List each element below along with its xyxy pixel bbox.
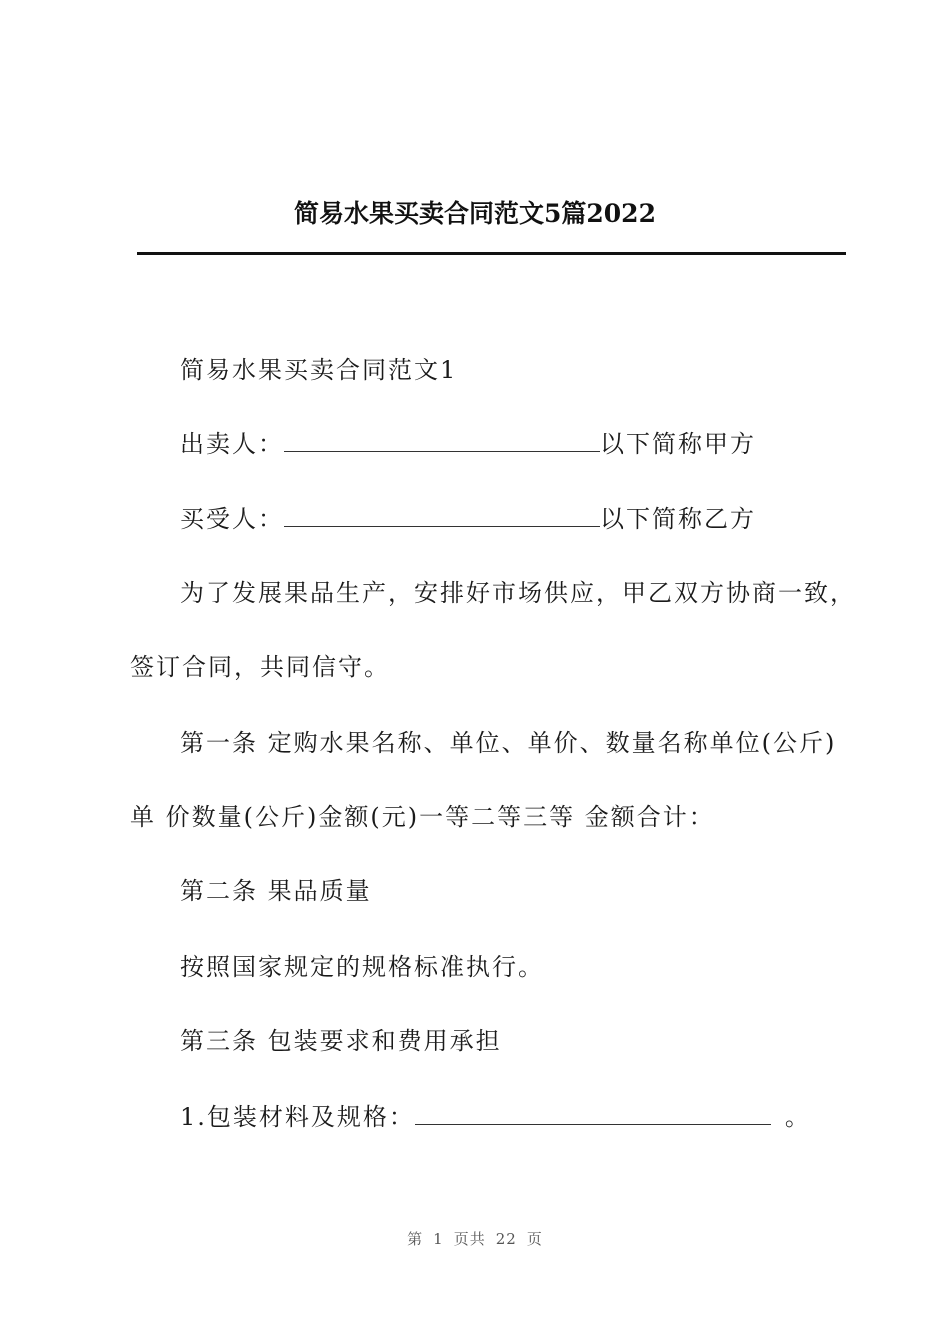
- footer-total-word: 页共: [453, 1230, 486, 1248]
- title-underline: [137, 252, 846, 255]
- article3-item1-end: 。: [784, 1103, 811, 1131]
- article3-item1-label: 1.包装材料及规格：: [180, 1103, 415, 1131]
- buyer-line: [180, 500, 756, 537]
- footer-page-number: 1: [433, 1230, 444, 1248]
- document-title: 简易水果买卖合同范文5篇2022: [294, 199, 656, 228]
- buyer-blank: [284, 500, 600, 527]
- intro-paragraph-line2: 签订合同，共同信守。: [130, 653, 390, 681]
- article2-body: 按照国家规定的规格标准执行。: [180, 953, 544, 981]
- article2-heading: 第二条 果品质量: [180, 877, 372, 905]
- article3-item1: [180, 1098, 811, 1135]
- buyer-suffix: 以下简称乙方: [600, 505, 756, 533]
- footer-end-word: 页: [526, 1230, 543, 1248]
- article1-line2: 单 价数量(公斤)金额(元)一等二等三等 金额合计：: [130, 803, 715, 831]
- article1-line1: 第一条 定购水果名称、单位、单价、数量名称单位(公斤): [180, 729, 837, 757]
- buyer-label: 买受人：: [180, 505, 284, 533]
- seller-suffix: 以下简称甲方: [600, 430, 756, 458]
- footer-total-pages: 22: [495, 1230, 517, 1248]
- seller-line: [180, 425, 756, 462]
- seller-label: 出卖人：: [180, 430, 284, 458]
- article3-heading: 第三条 包装要求和费用承担: [180, 1027, 502, 1055]
- packaging-blank: [415, 1098, 771, 1125]
- intro-paragraph-line1: 为了发展果品生产，安排好市场供应，甲乙双方协商一致，: [180, 579, 856, 607]
- page-footer: [0, 1228, 950, 1249]
- section-heading: 简易水果买卖合同范文1: [180, 356, 458, 384]
- seller-blank: [284, 425, 600, 452]
- footer-page-word: 第: [407, 1230, 424, 1248]
